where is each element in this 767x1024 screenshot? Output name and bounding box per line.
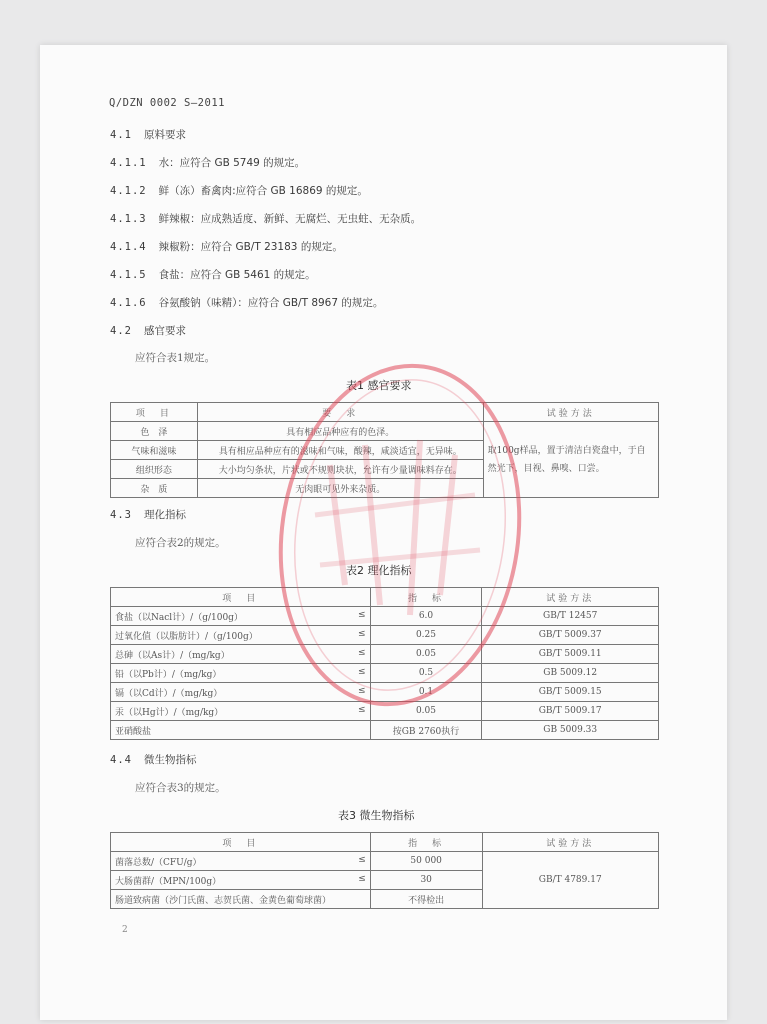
table-header: 试验方法 bbox=[482, 833, 659, 852]
table-row: 肠道致病菌（沙门氏菌、志贺氏菌、金黄色葡萄球菌） 不得检出 bbox=[111, 890, 659, 909]
list-item: 4.1.1 水：应符合 GB 5749 的规定。 bbox=[110, 157, 306, 169]
table-2-caption: 表2 理化指标 bbox=[346, 564, 412, 577]
list-item: 4.1.5 食盐：应符合 GB 5461 的规定。 bbox=[110, 269, 316, 281]
table-row: 色 泽 具有相应品种应有的色泽。 取100g样品，置于清洁白瓷盘中，于自然光下，目视、鼻嗅、口尝。 bbox=[111, 422, 659, 441]
list-item: 4.1.2 鲜（冻）畜禽肉:应符合 GB 16869 的规定。 bbox=[110, 185, 368, 197]
table-row: 过氧化值（以脂肪计）/（g/100g） ≤ 0.25 GB/T 5009.37 bbox=[111, 626, 659, 645]
table-row: 汞（以Hg计）/（mg/kg） ≤ 0.05 GB/T 5009.17 bbox=[111, 702, 659, 721]
table-row: 杂 质 无肉眼可见外来杂质。 bbox=[111, 479, 659, 498]
table-row: 大肠菌群/（MPN/100g） ≤ 30 bbox=[111, 871, 659, 890]
test-method-cell: GB/T 4789.17 bbox=[482, 852, 659, 909]
table-header: 要 求 bbox=[197, 403, 483, 422]
table-3-caption: 表3 微生物指标 bbox=[338, 809, 415, 822]
table-header: 项 目 bbox=[111, 403, 198, 422]
table-header: 试验方法 bbox=[482, 588, 659, 607]
section-4-2-heading: 4.2 感官要求 bbox=[110, 325, 186, 337]
table-header: 指 标 bbox=[370, 588, 482, 607]
list-item: 4.1.4 辣椒粉：应符合 GB/T 23183 的规定。 bbox=[110, 241, 343, 253]
table-header: 试验方法 bbox=[483, 403, 658, 422]
table-header: 项 目 bbox=[111, 588, 371, 607]
table-row: 组织形态 大小均匀条状，片状或不规则块状，允许有少量调味料存在。 bbox=[111, 460, 659, 479]
list-item: 4.1.6 谷氨酸钠（味精）：应符合 GB/T 8967 的规定。 bbox=[110, 297, 384, 309]
microbiological-table bbox=[110, 832, 659, 909]
table-row: 菌落总数/（CFU/g） ≤ 50 000 GB/T 4789.17 bbox=[111, 852, 659, 871]
section-4-1-heading: 4.1 原料要求 bbox=[110, 129, 186, 141]
physicochemical-table bbox=[110, 587, 659, 740]
table-1-caption: 表1 感官要求 bbox=[346, 379, 412, 392]
table-row: 食盐（以Nacl计）/（g/100g） ≤ 6.0 GB/T 12457 bbox=[111, 607, 659, 626]
table-row: 气味和滋味 具有相应品种应有的滋味和气味，酸辣，咸淡适宜，无异味。 bbox=[111, 441, 659, 460]
table-header: 项 目 bbox=[111, 833, 371, 852]
table-row: 亚硝酸盐 按GB 2760执行 GB 5009.33 bbox=[111, 721, 659, 740]
table-row: 总砷（以As计）/（mg/kg） ≤ 0.05 GB/T 5009.11 bbox=[111, 645, 659, 664]
section-4-2-intro: 应符合表1规定。 bbox=[135, 352, 216, 364]
table-row: 镉（以Cd计）/（mg/kg） ≤ 0.1 GB/T 5009.15 bbox=[111, 683, 659, 702]
section-4-4-heading: 4.4 微生物指标 bbox=[110, 754, 197, 766]
list-item: 4.1.3 鲜辣椒：应成熟适度、新鲜、无腐烂、无虫蛀、无杂质。 bbox=[110, 213, 422, 225]
section-4-3-heading: 4.3 理化指标 bbox=[110, 509, 186, 521]
section-4-3-intro: 应符合表2的规定。 bbox=[135, 537, 226, 549]
document-page bbox=[40, 45, 727, 1020]
table-header: 指 标 bbox=[370, 833, 482, 852]
sensory-table bbox=[110, 402, 659, 498]
test-method-cell: 取100g样品，置于清洁白瓷盘中，于自然光下，目视、鼻嗅、口尝。 bbox=[483, 422, 658, 498]
section-4-4-intro: 应符合表3的规定。 bbox=[135, 782, 226, 794]
standard-number: Q/DZN 0002 S—2011 bbox=[109, 97, 225, 109]
table-row: 铅（以Pb计）/（mg/kg） ≤ 0.5 GB 5009.12 bbox=[111, 664, 659, 683]
page-number: 2 bbox=[122, 925, 128, 935]
